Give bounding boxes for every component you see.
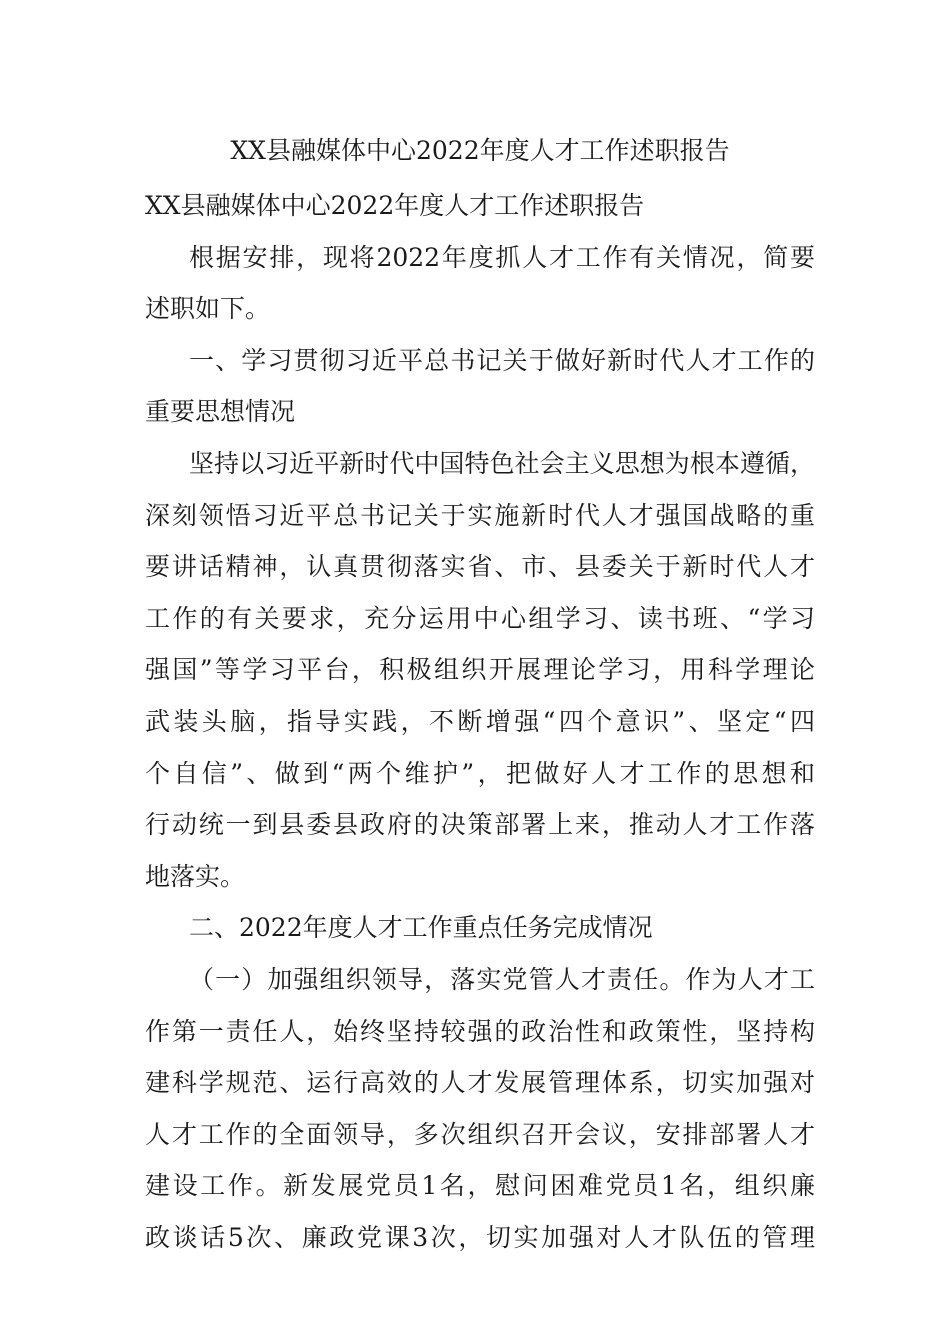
- paragraph-line: 建设工作。新发展党员1名，慰问困难党员1名，组织廉: [145, 1171, 815, 1201]
- paragraph-line: 行动统一到县委县政府的决策部署上来，推动人才工作落: [145, 810, 815, 840]
- paragraph-line: 作第一责任人，始终坚持较强的政治性和政策性，坚持构: [145, 1016, 815, 1046]
- paragraph-line: （一）加强组织领导，落实党管人才责任。作为人才工: [189, 964, 815, 994]
- paragraph-line: 武装头脑，指导实践，不断增强“四个意识”、坚定“四: [145, 706, 815, 736]
- paragraph-line: 要讲话精神，认真贯彻落实省、市、县委关于新时代人才: [145, 552, 815, 582]
- section-heading-line: 一、学习贯彻习近平总书记关于做好新时代人才工作的: [189, 345, 815, 375]
- paragraph-line: 个自信”、做到“两个维护”，把做好人才工作的思想和: [145, 758, 815, 788]
- paragraph-line: 坚持以习近平新时代中国特色社会主义思想为根本遵循，: [189, 448, 815, 478]
- paragraph-line: 建科学规范、运行高效的人才发展管理体系，切实加强对: [145, 1068, 815, 1098]
- document-title: XX县融媒体中心2022年度人才工作述职报告: [230, 136, 730, 165]
- paragraph-line: 人才工作的全面领导，多次组织召开会议，安排部署人才: [145, 1119, 815, 1149]
- paragraph-line: 述职如下。: [145, 294, 271, 324]
- paragraph-line: 政谈话5次、廉政党课3次，切实加强对人才队伍的管理: [145, 1222, 815, 1252]
- paragraph-line: 地落实。: [145, 861, 246, 891]
- section-heading-line: 重要思想情况: [145, 397, 296, 427]
- document-body: [145, 180, 815, 1263]
- section-heading-line: 二、2022年度人才工作重点任务完成情况: [189, 913, 653, 943]
- paragraph-line: 强国”等学习平台，积极组织开展理论学习，用科学理论: [145, 655, 815, 685]
- document-subtitle: XX县融媒体中心2022年度人才工作述职报告: [145, 191, 645, 220]
- paragraph-line: 根据安排，现将2022年度抓人才工作有关情况，简要: [189, 242, 815, 272]
- paragraph-line: 工作的有关要求，充分运用中心组学习、读书班、“学习: [145, 603, 815, 633]
- paragraph-line: 深刻领悟习近平总书记关于实施新时代人才强国战略的重: [145, 500, 815, 530]
